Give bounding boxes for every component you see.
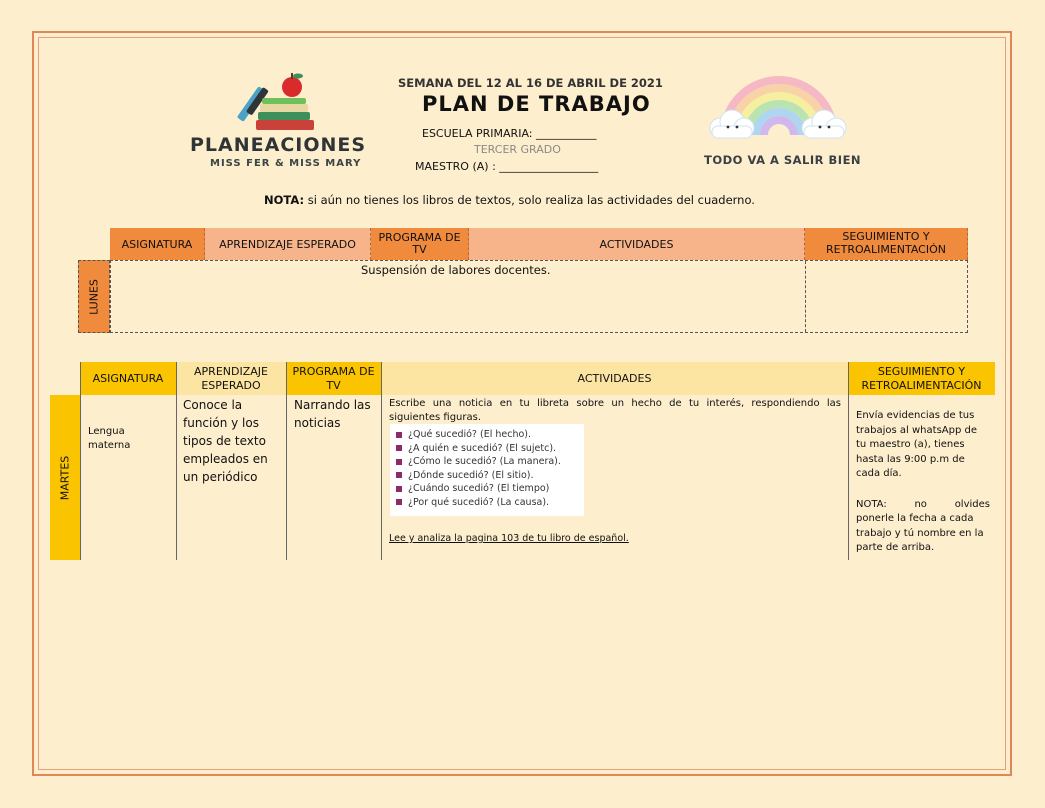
list-item: ¿Dónde sucedió? (El sitio). — [396, 469, 584, 483]
followup-nota-line — [856, 498, 990, 513]
tuesday-learning: Conoce la función y los tipos de texto empleados en un periódico — [183, 398, 268, 484]
monday-column-divider — [805, 261, 806, 332]
followup-nota-label: NOTA: — [856, 498, 887, 510]
books-apple-logo — [226, 70, 326, 134]
day-label-monday — [78, 260, 110, 333]
list-item: ¿Por qué sucedió? (La causa). — [396, 496, 584, 510]
col-aprendizaje: APRENDIZAJE ESPERADO — [176, 362, 286, 395]
note-label: NOTA: — [264, 193, 305, 207]
school-field: ESCUELA PRIMARIA: ___________ — [422, 127, 597, 140]
day-monday-text: LUNES — [87, 278, 101, 315]
col-line — [848, 362, 849, 560]
list-item: ¿Qué sucedió? (El hecho). — [396, 428, 584, 442]
monday-table-header — [110, 228, 968, 260]
rainbow-caption: TODO VA A SALIR BIEN — [704, 153, 862, 167]
tuesday-subject: Lengua materna — [88, 426, 131, 451]
followup-text: Envía evidencias de tus trabajos al whatsApp de tu maestro (a), tienes hasta las 9:00 p.m de cada día. — [856, 410, 977, 479]
col-line — [176, 362, 177, 560]
col-programa: PROGRAMA DE TV — [286, 362, 381, 395]
followup-nota-word1: no — [914, 498, 927, 510]
col-line — [381, 362, 382, 560]
question-list — [390, 424, 584, 509]
questions-box — [390, 424, 584, 516]
read-task: Lee y analiza la pagina 103 de tu libro de español. — [389, 533, 629, 544]
grade-label: TERCER GRADO — [474, 143, 561, 156]
tuesday-followup — [856, 409, 990, 556]
tuesday-table-header — [80, 362, 995, 395]
list-item: ¿A quién e sucedió? (El sujetc). — [396, 442, 584, 456]
col-seguimiento: SEGUIMIENTO Y RETROALIMENTACIÓN — [848, 362, 995, 395]
col-asignatura: ASIGNATURA — [110, 228, 205, 260]
col-aprendizaje: APRENDIZAJE ESPERADO — [205, 228, 371, 260]
day-label-tuesday — [50, 395, 80, 560]
col-actividades: ACTIVIDADES — [469, 228, 805, 260]
col-programa: PROGRAMA DE TV — [371, 228, 469, 260]
list-item: ¿Cómo le sucedió? (La manera). — [396, 455, 584, 469]
note-text: si aún no tienes los libros de textos, solo realiza las actividades del cuaderno. — [304, 193, 755, 207]
col-asignatura: ASIGNATURA — [80, 362, 176, 395]
col-line — [80, 362, 81, 560]
col-seguimiento: SEGUIMIENTO Y RETROALIMENTACIÓN — [805, 228, 968, 260]
followup-nota-word2: olvides — [954, 498, 990, 510]
page-title: PLAN DE TRABAJO — [422, 92, 651, 116]
monday-content: Suspensión de labores docentes. — [361, 263, 551, 277]
teacher-field: MAESTRO (A) : __________________ — [415, 160, 599, 173]
col-line — [286, 362, 287, 560]
note — [264, 193, 755, 207]
rainbow-icon — [704, 60, 854, 150]
tuesday-activity-intro: Escribe una noticia en tu libreta sobre un hecho de tu interés, respondiendo las siguientes figuras. — [389, 398, 841, 423]
logo-title: PLANEACIONES — [190, 134, 367, 156]
tuesday-tv-program: Narrando las noticias — [294, 398, 371, 430]
followup-text-2: ponerle la fecha a cada trabajo y tú nombre en la parte de arriba. — [856, 513, 984, 553]
monday-table-body — [110, 260, 968, 333]
week-range: SEMANA DEL 12 AL 16 DE ABRIL DE 2021 — [398, 76, 663, 90]
list-item: ¿Cuándo sucedió? (El tiempo) — [396, 482, 584, 496]
col-actividades: ACTIVIDADES — [381, 362, 848, 395]
logo-subtitle: MISS FER & MISS MARY — [210, 158, 362, 169]
day-tuesday-text: MARTES — [58, 455, 72, 500]
